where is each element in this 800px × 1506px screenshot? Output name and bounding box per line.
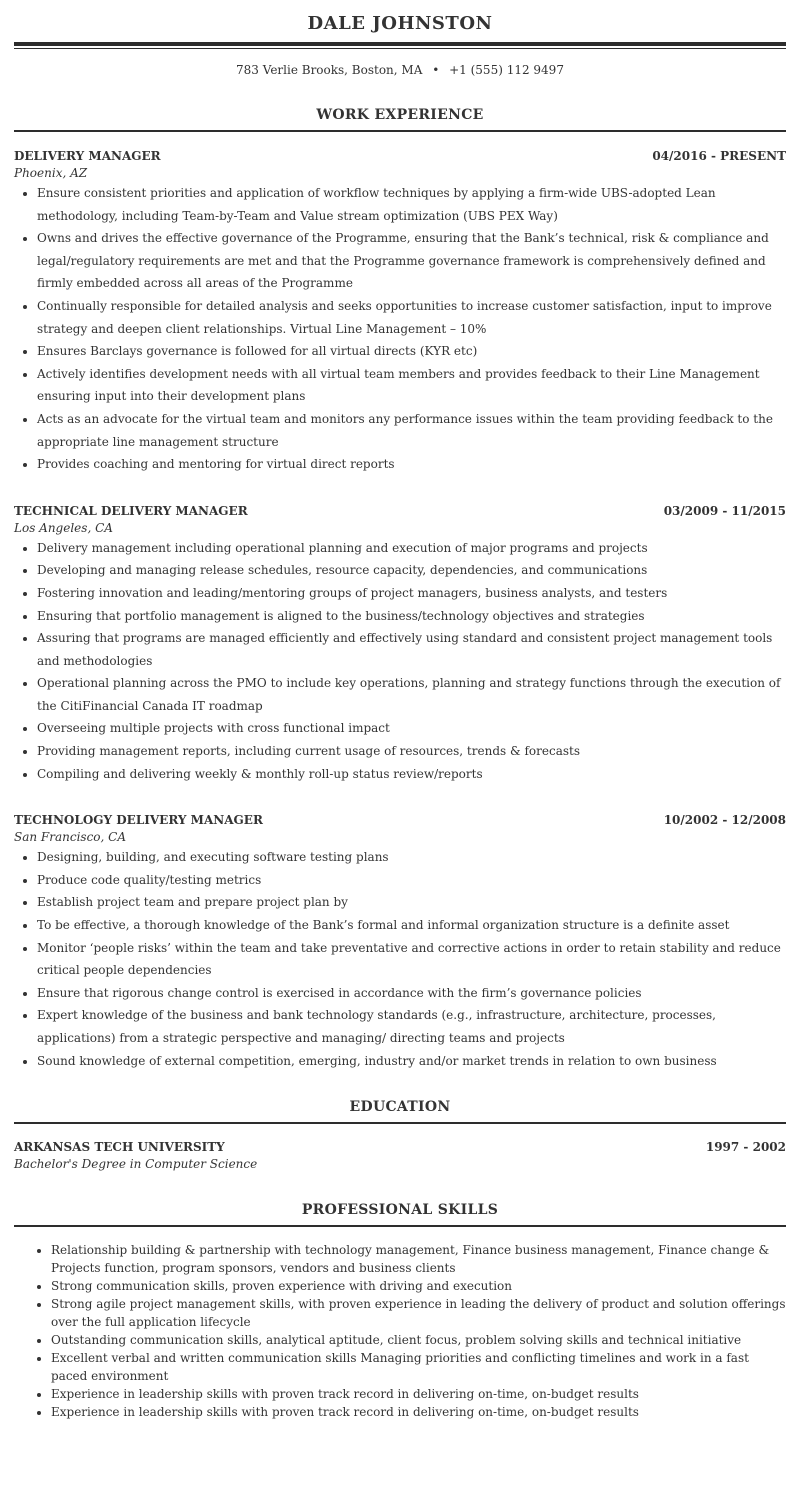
job-dates: 03/2009 - 11/2015 bbox=[663, 503, 786, 518]
job-dates: 10/2002 - 12/2008 bbox=[663, 813, 786, 828]
bullet-item: • Overseeing multiple projects with cross functional impact bbox=[37, 717, 786, 740]
contact-line bbox=[14, 62, 786, 78]
bullet-item: • Produce code quality/testing metrics bbox=[37, 869, 786, 892]
skill-item: • Relationship building & partnership with technology management, Finance business management, Finance change & Projects function, program sponsors, vendors and business clients bbox=[51, 1241, 786, 1277]
job-title: TECHNICAL DELIVERY MANAGER bbox=[14, 503, 248, 518]
section-title-skills: PROFESSIONAL SKILLS bbox=[301, 1202, 499, 1219]
skill-item: • Strong communication skills, proven experience with driving and execution bbox=[51, 1277, 786, 1295]
bullet-item: • Sound knowledge of external competition, emerging, industry and/or market trends in relation to own business bbox=[37, 1050, 786, 1073]
job-bullets bbox=[14, 846, 786, 1072]
bullet-item: • Actively identifies development needs with all virtual team members and provides feedback to their Line Management ensuring input into their development plans bbox=[37, 363, 786, 408]
bullet-item: • Compiling and delivering weekly & monthly roll-up status review/reports bbox=[37, 763, 786, 786]
education-entry bbox=[14, 1138, 786, 1173]
job-title: DELIVERY MANAGER bbox=[14, 149, 161, 163]
contact-separator: • bbox=[432, 63, 440, 77]
contact-phone: +1 (555) 112 9497 bbox=[449, 63, 564, 77]
skill-item: • Strong agile project management skills, with proven experience in leading the delivery of product and solution offerings over the full application lifecycle bbox=[51, 1295, 786, 1331]
education-dates: 1997 - 2002 bbox=[705, 1140, 786, 1155]
skill-item: • Outstanding communication skills, analytical aptitude, client focus, problem solving skills and technical initiative bbox=[51, 1331, 786, 1349]
bullet-item: • Owns and drives the effective governance of the Programme, ensuring that the Bank’s technical, risk & compliance and legal/regulatory requirements are met and that the Programme governance framework is comprehensively defined and firmly embedded across all areas of the Programme bbox=[37, 227, 786, 295]
section-divider bbox=[14, 130, 786, 132]
skills-section bbox=[14, 1201, 786, 1421]
bullet-item: • Expert knowledge of the business and bank technology standards (e.g., infrastructure, architecture, processes, applications) from a strategic perspective and managing/ directing teams and projects bbox=[37, 1004, 786, 1049]
bullet-item: • Ensures Barclays governance is followed for all virtual directs (KYR etc) bbox=[37, 340, 786, 363]
school-name: ARKANSAS TECH UNIVERSITY bbox=[14, 1140, 225, 1155]
skills-list bbox=[14, 1241, 786, 1421]
bullet-item: • Acts as an advocate for the virtual team and monitors any performance issues within the team providing feedback to the appropriate line management structure bbox=[37, 408, 786, 453]
bullet-item: • Ensure consistent priorities and application of workflow techniques by applying a firm-wide UBS-adopted Lean methodology, including Team-by-Team and Value stream optimization (UBS PEX Way) bbox=[37, 182, 786, 227]
education-section bbox=[14, 1098, 786, 1173]
bullet-item: • Providing management reports, including current usage of resources, trends & forecasts bbox=[37, 740, 786, 763]
bullet-item: • Designing, building, and executing software testing plans bbox=[37, 846, 786, 869]
skill-item: • Experience in leadership skills with proven track record in delivering on-time, on-budget results bbox=[51, 1385, 786, 1403]
bullet-item: • Ensure that rigorous change control is exercised in accordance with the firm’s governance policies bbox=[37, 982, 786, 1005]
job-location: San Francisco, CA bbox=[14, 830, 127, 845]
bullet-item: • Provides coaching and mentoring for virtual direct reports bbox=[37, 453, 786, 476]
header-divider bbox=[14, 42, 786, 49]
bullet-item: • Continually responsible for detailed analysis and seeks opportunities to increase customer satisfaction, input to improve strategy and deepen client relationships. Virtual Line Management – 10% bbox=[37, 295, 786, 340]
job-entry bbox=[14, 502, 786, 786]
skill-item: • Excellent verbal and written communication skills Managing priorities and conflicting timelines and work in a fast paced environment bbox=[51, 1349, 786, 1385]
bullet-item: • Developing and managing release schedules, resource capacity, dependencies, and communications bbox=[37, 559, 786, 582]
bullet-item: • Monitor ‘people risks’ within the team and take preventative and corrective actions in order to retain stability and reduce critical people dependencies bbox=[37, 937, 786, 982]
job-entry bbox=[14, 811, 786, 1072]
section-title-education: EDUCATION bbox=[349, 1099, 451, 1116]
work-experience-section bbox=[14, 106, 786, 1072]
section-title-work-experience: WORK EXPERIENCE bbox=[316, 107, 484, 123]
job-title: TECHNOLOGY DELIVERY MANAGER bbox=[14, 813, 263, 828]
contact-address: 783 Verlie Brooks, Boston, MA bbox=[236, 63, 423, 77]
job-bullets bbox=[14, 537, 786, 786]
bullet-item: • Establish project team and prepare project plan by bbox=[37, 891, 786, 914]
job-dates: 04/2016 - PRESENT bbox=[652, 149, 786, 163]
job-location: Los Angeles, CA bbox=[14, 520, 113, 535]
bullet-item: • Delivery management including operational planning and execution of major programs and projects bbox=[37, 537, 786, 560]
bullet-item: • Fostering innovation and leading/mentoring groups of project managers, business analysts, and testers bbox=[37, 582, 786, 605]
skill-item: • Experience in leadership skills with proven track record in delivering on-time, on-budget results bbox=[51, 1403, 786, 1421]
resume-page bbox=[14, 0, 786, 1421]
job-bullets bbox=[14, 182, 786, 476]
bullet-item: • To be effective, a thorough knowledge of the Bank’s formal and informal organization structure is a definite asset bbox=[37, 914, 786, 937]
section-divider bbox=[14, 1122, 786, 1124]
bullet-item: • Ensuring that portfolio management is aligned to the business/technology objectives and strategies bbox=[37, 605, 786, 628]
job-location: Phoenix, AZ bbox=[14, 166, 88, 180]
bullet-item: • Operational planning across the PMO to include key operations, planning and strategy functions through the execution of the CitiFinancial Canada IT roadmap bbox=[37, 672, 786, 717]
bullet-item: • Assuring that programs are managed efficiently and effectively using standard and consistent project management tools and methodologies bbox=[37, 627, 786, 672]
candidate-name: DALE JOHNSTON bbox=[307, 13, 493, 34]
degree: Bachelor's Degree in Computer Science bbox=[14, 1157, 258, 1172]
section-divider bbox=[14, 1225, 786, 1227]
job-entry bbox=[14, 147, 786, 476]
